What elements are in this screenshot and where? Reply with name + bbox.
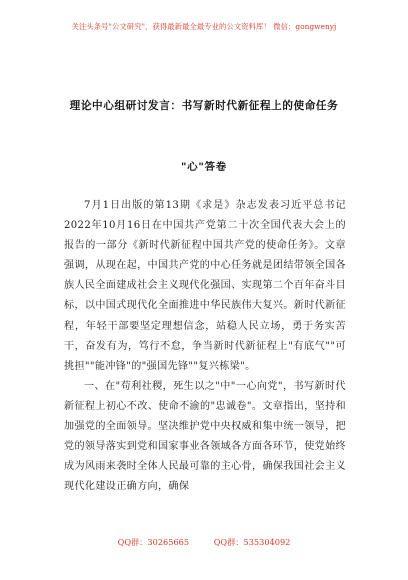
body-paragraph: 7月1日出版的第13期《求是》杂志发表习近平总书记2022年10月16日在中国共产党第二十次全国代表大会上的报告的一部分《新时代新征程中国共产党的使命任务》。文章强调，从现在起，中国共产党的中心任务就是团结带领全国各族人民全面建成社会主义现代化强国、实现第二个百年奋斗目标，以中国式现代化全面推进中华民族伟大复兴。新时代新征程，年轻干部要坚定理想信念，站稳人民立场，勇于务实苦干，奋发有为，笃行不怠，争当新时代新征程上"有底气""可挑担""能冲锋"的"强国先锋""复兴栋梁"。	[64, 200, 346, 372]
footer	[0, 537, 408, 548]
document-body	[64, 196, 346, 497]
header-banner: 关注头条号"公文研究"，获得最新最全最专业的公文资料库！ 微信：gongwenyj	[71, 22, 337, 31]
document-author: "心"答卷	[181, 161, 227, 173]
footer-qq-group-1: QQ群：30265665	[117, 537, 190, 547]
document-title: 理论中心组研讨发言：书写新时代新征程上的使命任务	[69, 100, 339, 112]
footer-qq-group-2: QQ群：535304092	[213, 537, 291, 547]
body-paragraph: 一、在"苟利社稷，死生以之"中"一心向党"，书写新时代新征程上初心不改、使命不渝的"忠诚卷"。文章指出，坚持和加强党的全面领导。坚决维护党中央权威和集中统一领导，把党的领导落实到党和国家事业各领域各方面各环节，使党始终成为风雨来袭时全体人民最可靠的主心骨，确保我国社会主义现代化建设正确方向，确保	[64, 380, 346, 493]
